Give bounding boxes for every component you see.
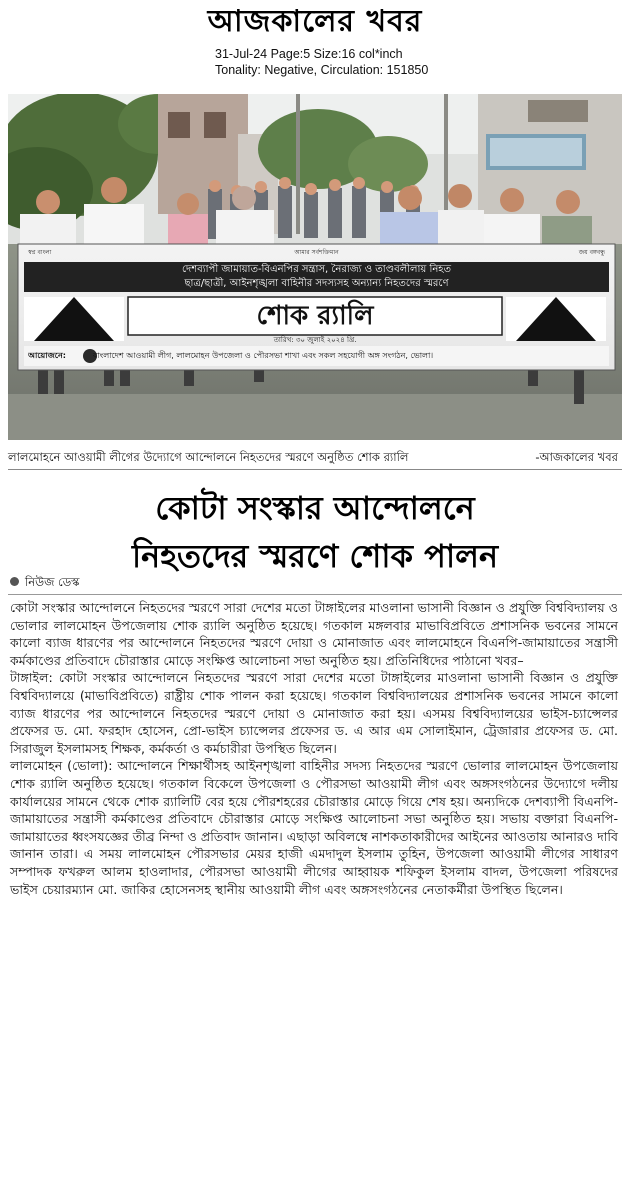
byline	[10, 574, 79, 590]
photo-caption	[8, 447, 622, 467]
meta-date-page: 31-Jul-24 Page:5 Size:16 col*inch	[215, 47, 403, 61]
meta-tonality-circulation: Tonality: Negative, Circulation: 151850	[215, 63, 429, 77]
rally-photo	[8, 94, 622, 440]
banner-text	[18, 244, 615, 370]
caption-divider	[8, 469, 622, 470]
banner-top-right: জয় বঙ্গবন্ধু	[578, 249, 605, 256]
article-body	[10, 599, 618, 898]
article-paragraph-tangail: টাঙ্গাইল: কোটা সংস্কার আন্দোলনে নিহতদের স্মরণে সারা দেশের মতো টাঙ্গাইলের মাওলানা ভাসানী বিজ্ঞান ও প্রযুক্তি বিশ্ববিদ্যালয়ে (মাভাবিপ্রবিতে) রাষ্ট্রীয় শোক পালন করা হয়েছে। গতকাল বিশ্ববিদ্যালয়ের প্রশাসনিক ভবনের সামনে কালো ব্যাজ ধারণের পর আন্দোলনে নিহতদের স্মরণে দোয়া ও মোনাজাত করা হয়। এসময় বিশ্ববিদ্যালয়ের ভাইস-চ্যান্সেলর প্রফেসর ড. মো. ফরহাদ হোসেন, প্রো-ভাইস চ্যান্সেলর প্রফেসর ড. এ আর এম সোলাইমান, ট্রেজারার প্রফেসর ড. মো. সিরাজুল ইসলামসহ শিক্ষক, কর্মকর্তা ও কর্মচারীরা উপস্থিত ছিলেন।	[10, 670, 618, 756]
bullet-icon	[10, 577, 19, 586]
clipping-meta	[215, 46, 475, 78]
newspaper-masthead: আজকালের খবর	[207, 4, 423, 39]
photo-caption-text: লালমোহনে আওয়ামী লীগের উদ্যোগে আন্দোলনে নিহতদের স্মরণে অনুষ্ঠিত শোক র‍্যালি	[8, 450, 409, 464]
banner-top-left: স্বপ্ন বাংলা	[28, 249, 52, 256]
headline-line-2: নিহতদের স্মরণে শোক পালন	[131, 537, 499, 575]
banner-organizer: বাংলাদেশ আওয়ামী লীগ, লালমোহন উপজেলা ও পৌরসভা শাখা এবং সকল সহযোগী অঙ্গ সংগঠন, ভোলা।	[93, 351, 434, 360]
byline-text: নিউজ ডেস্ক	[25, 575, 80, 589]
banner-organizer-label: আয়োজনে:	[28, 351, 66, 360]
banner-organizer-row	[28, 347, 608, 365]
photo-credit: -আজকালের খবর	[535, 450, 618, 464]
byline-divider	[8, 594, 622, 595]
banner-title: শোক র‍্যালি	[256, 301, 374, 331]
banner-top-center: আমার সর্বশক্তিমান	[294, 249, 339, 256]
article-headline	[8, 484, 622, 580]
banner-line-2: ছাত্র/ছাত্রী, আইনশৃঙ্খলা বাহিনীর সদস্যসহ অন্যান্য নিহতদের স্মরণে	[184, 278, 449, 289]
banner-line-1: দেশব্যাপী জামায়াত-বিএনপির সন্ত্রাস, নৈরাজ্য ও তাণ্ডবলীলায় নিহত	[181, 264, 452, 275]
article-paragraph-lalmohan: লালমোহন (ভোলা): আন্দোলনে শিক্ষার্থীসহ আইনশৃঙ্খলা বাহিনীর সদস্য নিহতদের স্মরণে ভোলার লালমোহন উপজেলায় শোক র‍্যালি অনুষ্ঠিত হয়েছে। গতকাল বিকেলে উপজেলা ও পৌরসভা আওয়ামী লীগ এবং অঙ্গসংগঠনের উদ্যোগে দলীয় কার্যালয়ের সামনে থেকে শোক র‍্যালিটি বের হয়ে পৌরশহরের চৌরাস্তার মোড়ে গিয়ে শেষ হয়। অন্যদিকে দেশব্যাপী বিএনপি-জামায়াতের সন্ত্রাসী কর্মকাণ্ডের প্রতিবাদে চৌরাস্তার মোড়ে সংক্ষিপ্ত আলোচনা সভা অনুষ্ঠিত হয়। সভায় বক্তারা বিএনপি-জামায়াতের ধ্বংসযজ্ঞের তীব্র নিন্দা ও প্রতিবাদ জানান। এছাড়া অবিলম্বে নাশকতাকারীদের আইনের আওতায় আনারও দাবি জানান তারা। এ সময় লালমোহন পৌরসভার মেয়র হাজী এমদাদুল ইসলাম তুহিন, উপজেলা আওয়ামী লীগের সাধারণ সম্পাদক ফখরুল আলম হাওলাদার, পৌরসভা আওয়ামী লীগের আহ্বায়ক শফিকুল ইসলাম বাদল, উপজেলা পরিষদের ভাইস চেয়ারম্যান মো. জাকির হোসেনসহ স্থানীয় আওয়ামী লীগ এবং অঙ্গসংগঠনের নেতাকর্মীরা উপস্থিত ছিলেন।	[10, 758, 618, 897]
article-paragraph-intro: কোটা সংস্কার আন্দোলনে নিহতদের স্মরণে সারা দেশের মতো টাঙ্গাইলের মাওলানা ভাসানী বিজ্ঞান ও প্রযুক্তি বিশ্ববিদ্যালয় ও ভোলার লালমোহন উপজেলায় শোক র‍্যালি অনুষ্ঠিত হয়েছে। গতকাল মঙ্গলবার মাভাবিপ্রবিতে প্রশাসনিক ভবনের সামনে কালো ব্যাজ ধারণের পর আন্দোলনে নিহতদের স্মরণে দোয়া ও মোনাজাত এবং লালমোহনে বিএনপি-জামায়াতের সন্ত্রাসী কর্মকাণ্ডের প্রতিবাদে চৌরাস্তার মোড়ে সংক্ষিপ্ত আলোচনা সভা অনুষ্ঠিত হয়। প্রতিনিধিদের পাঠানো খবর–	[10, 600, 618, 668]
banner-date: তারিখ: ৩০ জুলাই ২০২৪ খ্রি.	[273, 336, 357, 344]
headline-line-1: কোটা সংস্কার আন্দোলনে	[155, 489, 475, 527]
